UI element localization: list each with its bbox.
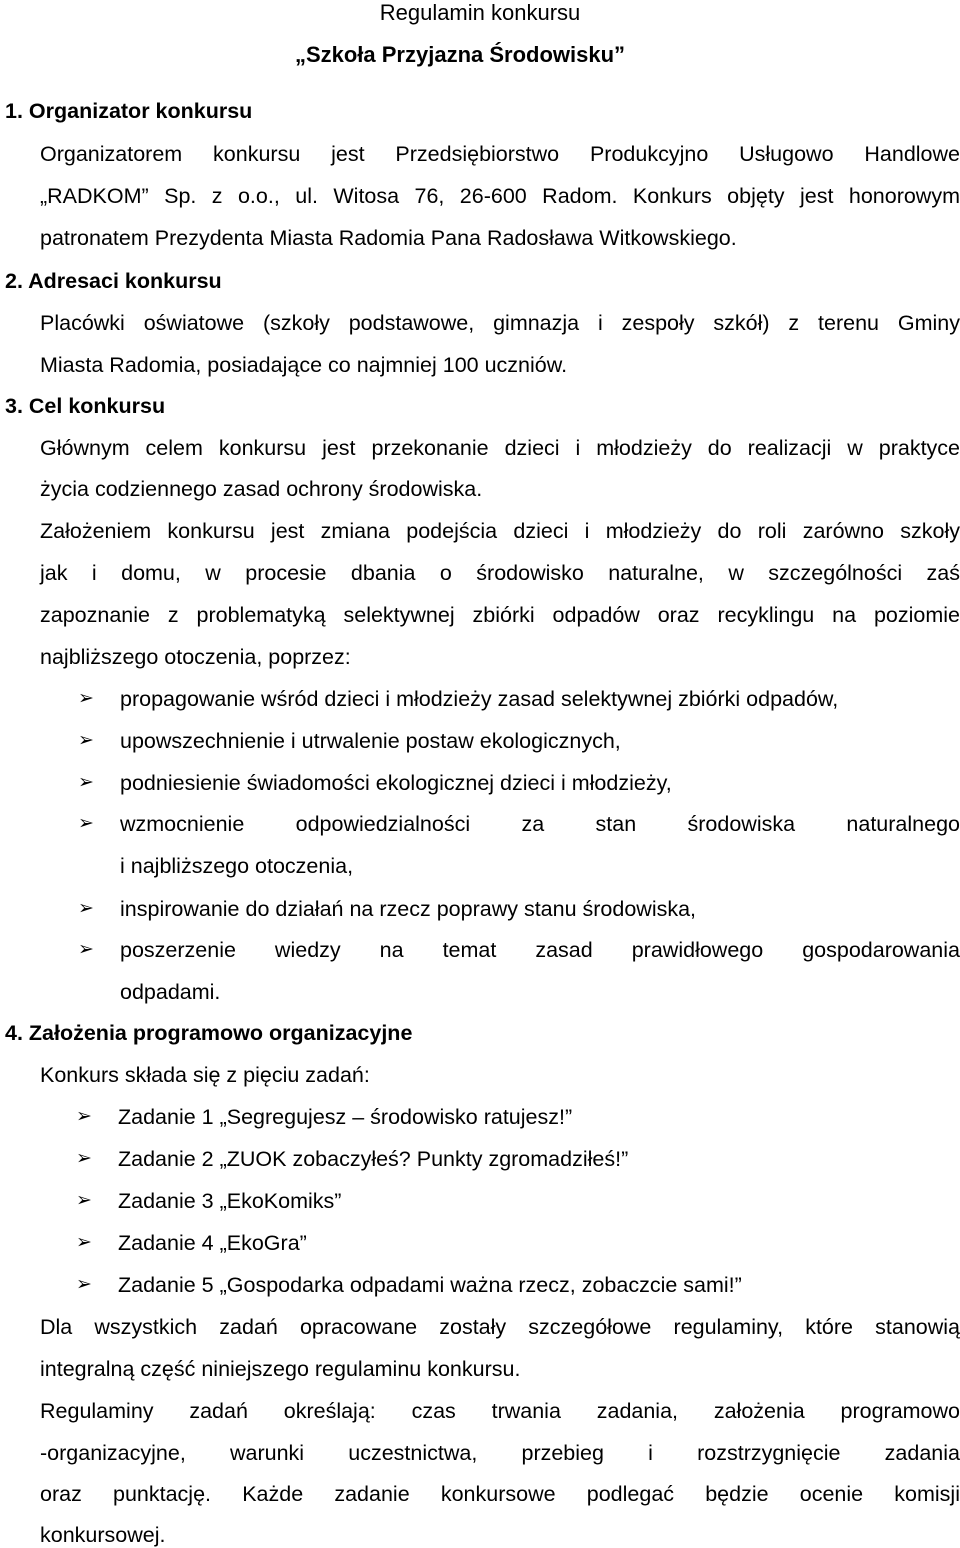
document-title: Regulamin konkursu — [379, 0, 581, 25]
arrowhead-bullet-icon: ➢ — [76, 1106, 92, 1127]
goal-list-item: wzmocnienie odpowiedzialności za stan środowiska naturalnego — [120, 812, 960, 836]
goal-list-item: inspirowanie do działań na rzecz poprawy stanu środowiska, — [120, 897, 697, 921]
arrowhead-bullet-icon: ➢ — [78, 939, 94, 960]
section-3-line: życia codziennego zasad ochrony środowiska. — [40, 477, 483, 501]
arrowhead-bullet-icon: ➢ — [76, 1148, 92, 1169]
section-1-heading: 1. Organizator konkursu — [5, 99, 253, 123]
section-4-line: konkursowej. — [40, 1523, 166, 1547]
arrowhead-bullet-icon: ➢ — [78, 688, 94, 709]
section-3-line: zapoznanie z problematyką selektywnej zbiórki odpadów oraz recyklingu na poziomie — [40, 603, 960, 627]
section-1-line: „RADKOM” Sp. z o.o., ul. Witosa 76, 26-600 Radom. Konkurs objęty jest honorowym — [40, 184, 960, 208]
goal-list-item: propagowanie wśród dzieci i młodzieży zasad selektywnej zbiórki odpadów, — [120, 687, 839, 711]
section-4-line: oraz punktację. Każde zadanie konkursowe podlegać będzie ocenie komisji — [40, 1482, 960, 1506]
section-4-line: Dla wszystkich zadań opracowane zostały szczegółowe regulaminy, które stanowią — [40, 1315, 960, 1339]
task-list-item: Zadanie 4 „EkoGra” — [118, 1231, 307, 1255]
arrowhead-bullet-icon: ➢ — [76, 1274, 92, 1295]
section-1-line: patronatem Prezydenta Miasta Radomia Pana Radosława Witkowskiego. — [40, 226, 737, 250]
section-3-line: Głównym celem konkursu jest przekonanie dzieci i młodzieży do realizacji w praktyce — [40, 436, 960, 460]
task-list-item: Zadanie 2 „ZUOK zobaczyłeś? Punkty zgromadziłeś!” — [118, 1147, 629, 1171]
arrowhead-bullet-icon: ➢ — [76, 1232, 92, 1253]
arrowhead-bullet-icon: ➢ — [78, 730, 94, 751]
goal-list-item-continuation: i najbliższego otoczenia, — [120, 854, 354, 878]
section-2-line: Placówki oświatowe (szkoły podstawowe, gimnazja i zespoły szkół) z terenu Gminy — [40, 311, 960, 335]
arrowhead-bullet-icon: ➢ — [78, 898, 94, 919]
section-3-line: jak i domu, w procesie dbania o środowisko naturalne, w szczególności zaś — [40, 561, 960, 585]
section-2-line: Miasta Radomia, posiadające co najmniej 100 uczniów. — [40, 353, 568, 377]
section-1-line: Organizatorem konkursu jest Przedsiębiorstwo Produkcyjno Usługowo Handlowe — [40, 142, 960, 166]
section-4-line: integralną część niniejszego regulaminu konkursu. — [40, 1357, 521, 1381]
goal-list-item: upowszechnienie i utrwalenie postaw ekologicznych, — [120, 729, 621, 753]
section-2-heading: 2. Adresaci konkursu — [5, 269, 222, 293]
goal-list-item: podniesienie świadomości ekologicznej dzieci i młodzieży, — [120, 771, 672, 795]
section-3-heading: 3. Cel konkursu — [5, 394, 166, 418]
arrowhead-bullet-icon: ➢ — [76, 1190, 92, 1211]
goal-list-item: poszerzenie wiedzy na temat zasad prawidłowego gospodarowania — [120, 938, 960, 962]
section-4-line: -organizacyjne, warunki uczestnictwa, przebieg i rozstrzygnięcie zadania — [40, 1441, 960, 1465]
section-4-heading: 4. Założenia programowo organizacyjne — [5, 1021, 413, 1045]
section-4-intro: Konkurs składa się z pięciu zadań: — [40, 1063, 370, 1087]
section-3-line: najbliższego otoczenia, poprzez: — [40, 645, 351, 669]
task-list-item: Zadanie 1 „Segregujesz – środowisko ratujesz!” — [118, 1105, 573, 1129]
contest-name: „Szkoła Przyjazna Środowisku” — [294, 42, 626, 67]
task-list-item: Zadanie 5 „Gospodarka odpadami ważna rzecz, zobaczcie sami!” — [118, 1273, 742, 1297]
section-3-line: Założeniem konkursu jest zmiana podejścia dzieci i młodzieży do roli zarówno szkoły — [40, 519, 960, 543]
arrowhead-bullet-icon: ➢ — [78, 772, 94, 793]
section-4-line: Regulaminy zadań określają: czas trwania zadania, założenia programowo — [40, 1399, 960, 1423]
arrowhead-bullet-icon: ➢ — [78, 813, 94, 834]
goal-list-item-continuation: odpadami. — [120, 980, 221, 1004]
task-list-item: Zadanie 3 „EkoKomiks” — [118, 1189, 342, 1213]
